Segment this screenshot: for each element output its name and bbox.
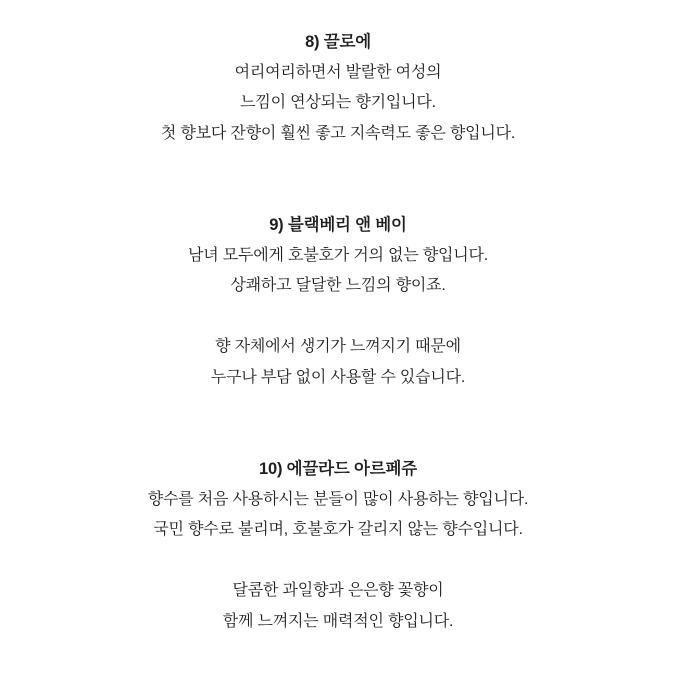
section-8-chloe: [0, 27, 676, 149]
text-line: 누구나 부담 없이 사용할 수 있습니다.: [210, 368, 466, 386]
paragraph: [0, 576, 676, 637]
text-line: 첫 향보다 잔향이 훨씬 좋고 지속력도 좋은 향입니다.: [160, 124, 516, 142]
section-9-blackberry-and-bay: [0, 210, 676, 393]
text-line: 상쾌하고 달달한 느낌의 향이죠.: [230, 277, 446, 294]
text-line: 국민 향수로 불리며, 호불호가 갈리지 않는 향수입니다.: [153, 521, 523, 538]
text-line: 향수를 처음 사용하시는 분들이 많이 사용하는 향입니다.: [147, 490, 529, 508]
section-heading: 10) 에끌라드 아르페쥬: [259, 460, 417, 478]
section-10-eclat-arpege: [0, 454, 676, 637]
text-line: 향 자체에서 생기가 느껴지기 때문에: [215, 338, 461, 355]
text-line: 함께 느껴지는 매력적인 향입니다.: [222, 612, 454, 630]
text-line: 남녀 모두에게 호불호가 거의 없는 향입니다.: [187, 246, 489, 264]
paragraph: [0, 332, 676, 393]
text-line: 느낌이 연상되는 향기입니다.: [240, 94, 436, 111]
text-line: 여리여리하면서 발랄한 여성의: [234, 63, 442, 81]
section-heading: 8) 끌로에: [305, 33, 371, 51]
paragraph: [0, 485, 676, 546]
section-heading: 9) 블랙베리 앤 베이: [269, 216, 407, 234]
text-line: 달콤한 과일향과 은은향 꽃향이: [232, 582, 444, 599]
paragraph: [0, 241, 676, 302]
paragraph: [0, 58, 676, 150]
